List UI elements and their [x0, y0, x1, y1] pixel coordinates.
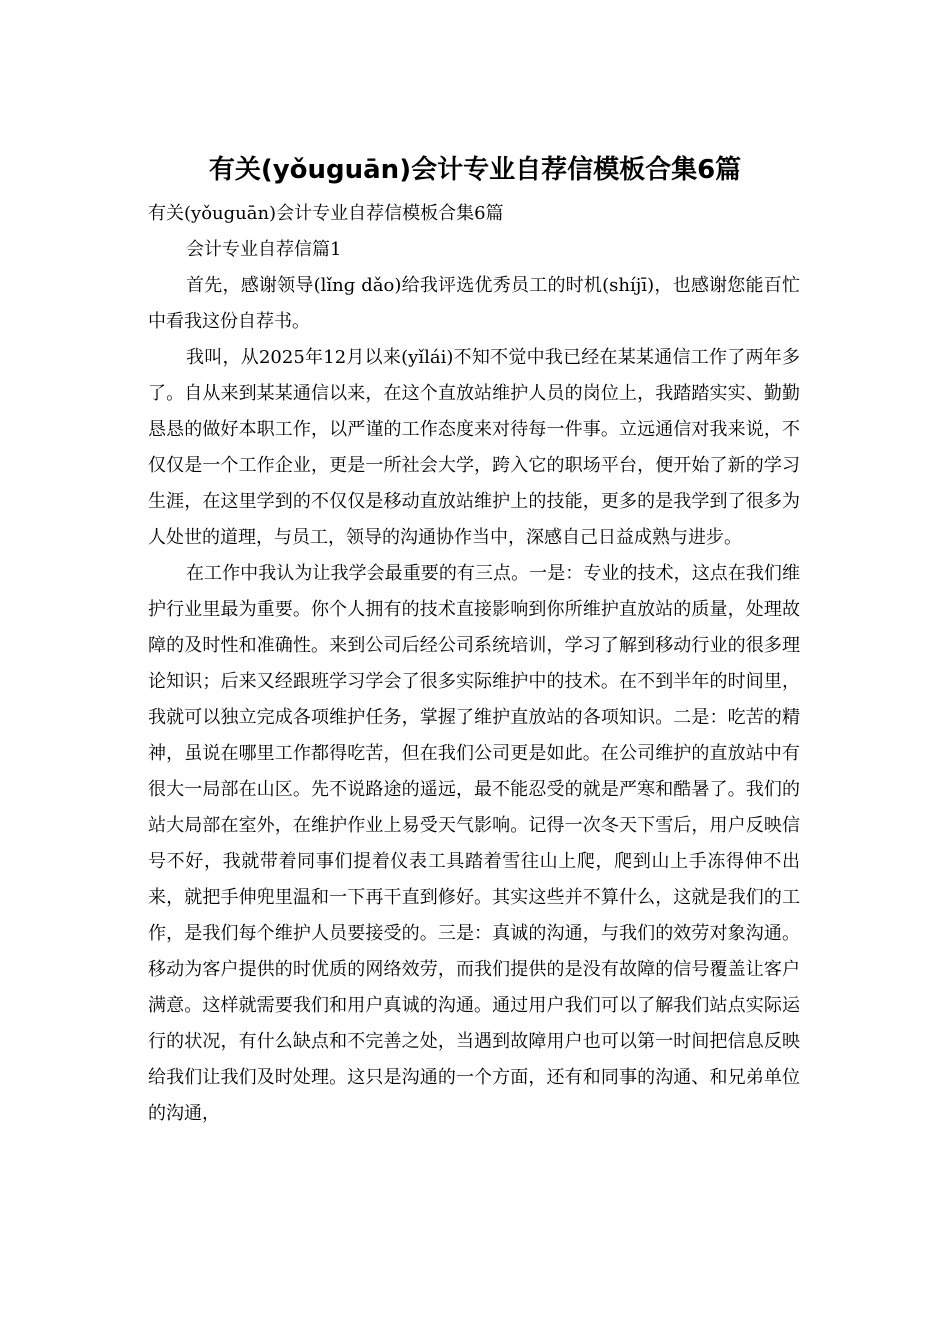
section-heading: 会计专业自荐信篇1 [186, 239, 342, 260]
document-subtitle: 有关(yǒuguān)会计专业自荐信模板合集6篇 [148, 203, 504, 224]
document-body [148, 196, 800, 1132]
paragraph-2: 我叫，从2025年12月以来(yǐlái)不知不觉中我已经在某某通信工作了两年多了。自从来到某某通信以来，在这个直放站维护人员的岗位上，我踏踏实实、勤勤恳恳的做好本职工作，以严谨的工作态度来对待每一件事。立远通信对我来说，不仅仅是一个工作企业，更是一所社会大学，跨入它的职场平台，便开始了新的学习生涯，在这里学到的不仅仅是移动直放站维护上的技能，更多的是我学到了很多为人处世的道理，与员工，领导的沟通协作当中，深感自己日益成熟与进步。 [148, 347, 800, 548]
paragraph-1: 首先，感谢领导(lǐnɡ dǎo)给我评选优秀员工的时机(shíjī)，也感谢您能百忙中看我这份自荐书。 [148, 275, 800, 332]
paragraph-3: 在工作中我认为让我学会最重要的有三点。一是：专业的技术，这点在我们维护行业里最为重要。你个人拥有的技术直接影响到你所维护直放站的质量，处理故障的及时性和准确性。来到公司后经公司系统培训，学习了解到移动行业的很多理论知识；后来又经跟班学习学会了很多实际维护中的技术。在不到半年的时间里，我就可以独立完成各项维护任务，掌握了维护直放站的各项知识。二是：吃苦的精神，虽说在哪里工作都得吃苦，但在我们公司更是如此。在公司维护的直放站中有很大一局部在山区。先不说路途的遥远，最不能忍受的就是严寒和酷暑了。我们的站大局部在室外，在维护作业上易受天气影响。记得一次冬天下雪后，用户反映信号不好，我就带着同事们提着仪表工具踏着雪往山上爬，爬到山上手冻得伸不出来，就把手伸兜里温和一下再干直到修好。其实这些并不算什么，这就是我们的工作，是我们每个维护人员要接受的。三是：真诚的沟通，与我们的效劳对象沟通。移动为客户提供的时优质的网络效劳，而我们提供的是没有故障的信号覆盖让客户满意。这样就需要我们和用户真诚的沟通。通过用户我们可以了解我们站点实际运行的状况，有什么缺点和不完善之处，当遇到故障用户也可以第一时间把信息反映给我们让我们及时处理。这只是沟通的一个方面，还有和同事的沟通、和兄弟单位的沟通， [148, 563, 800, 1124]
document-title: 有关(yǒuguān)会计专业自荐信模板合集6篇 [208, 155, 742, 185]
